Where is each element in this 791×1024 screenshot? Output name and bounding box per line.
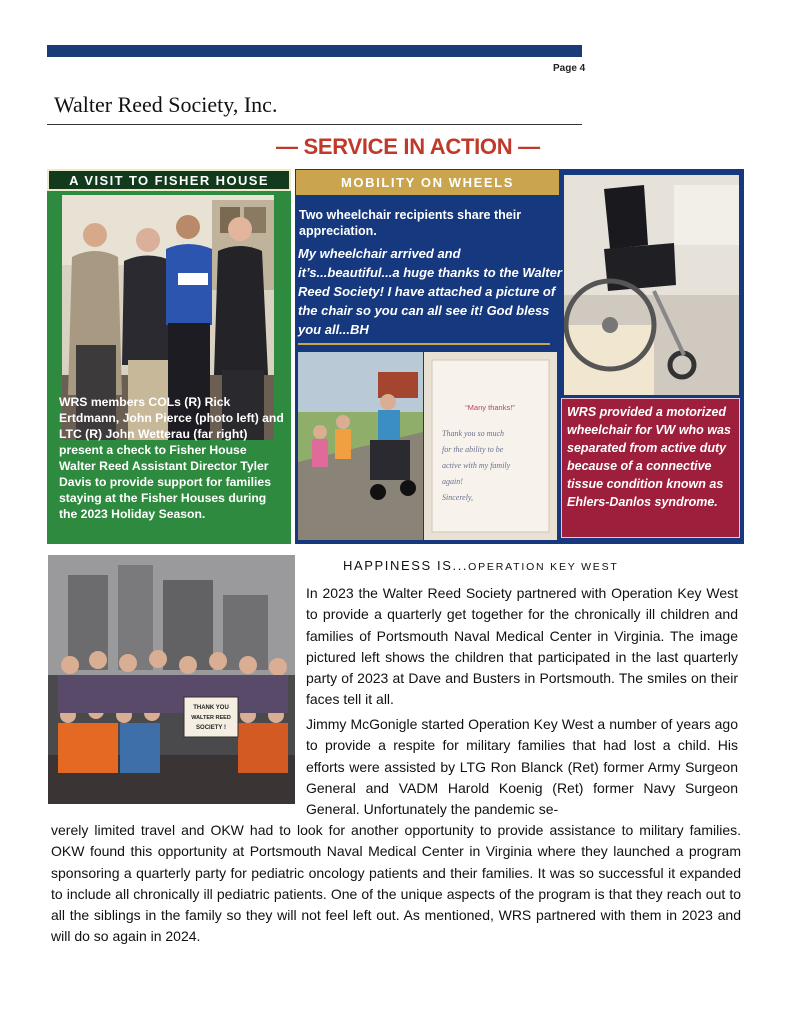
page-number: Page 4 (553, 63, 586, 74)
mobility-intro-text: Two wheelchair recipients share their appreciation. (299, 208, 522, 238)
note-line: again! (442, 477, 463, 486)
okw-group-photo (48, 555, 295, 804)
vw-caption: WRS provided a motorized wheelchair for VW who was separated from active duty because of a connective tissue condition known as Ehlers-Danlos syndrome. (567, 405, 731, 509)
okw-paragraph-2-start-text: Jimmy McGonigle started Operation Key West a number of years ago to provide a respite for military families that had lost a child. His efforts were assisted by LTG Ron Blanck (Ret) former Army Surgeon General and VADM Harold Koenig (Ret) former Navy Surgeon General. Unfortunately the pandemic se- (306, 716, 738, 818)
note-heading: “Many thanks!” (465, 403, 515, 412)
note-line: Thank you so much (442, 429, 504, 438)
sign-line: SOCIETY ! (196, 725, 226, 731)
note-line: Sincerely, (442, 493, 474, 502)
header-divider (47, 124, 582, 125)
fisher-house-title: A VISIT TO FISHER HOUSE (47, 169, 291, 191)
okw-heading (343, 558, 619, 573)
okw-heading-smallcaps: OPERATION KEY WEST (468, 561, 619, 573)
fisher-house-caption: WRS members COLs (R) Rick Ertdmann, John Pierce (photo left) and LTC (R) John Wetterau (far right) present a check to Fisher House Walter Reed Assistant Director Tyler Davis to provide support for families staying at the Fisher Houses during the 2023 Holiday Season. (59, 395, 284, 521)
mobility-quote: My wheelchair arrived and it’s...beautiful...a huge thanks to the Walter Reed Society! I have attached a picture of the chair so you can all see it! God bless you all...BH (298, 246, 562, 337)
section-title: — SERVICE IN ACTION — (276, 134, 540, 159)
okw-paragraph-2-start (306, 714, 738, 820)
wheelchair-photo (564, 175, 739, 395)
top-rule-bar (47, 45, 582, 57)
okw-paragraph-1-text: In 2023 the Walter Reed Society partnered with Operation Key West to provide a quarterly get together for the chronically ill children and families of Portsmouth Naval Medical Center in Virginia. The image pictured left shows the children that participated in the last quarterly party of 2023 at Dave and Busters in Portsmouth. The smiles on their faces tell it all. (306, 585, 738, 708)
note-line: active with my family (442, 461, 511, 470)
mobility-title: MOBILITY ON WHEELS (296, 170, 559, 195)
note-line: for the ability to be (442, 445, 504, 454)
scooter-photo (298, 352, 423, 540)
okw-paragraph-2-continued (51, 820, 741, 948)
okw-heading-main: HAPPINESS IS... (343, 558, 469, 573)
okw-paragraph-2-continued-text: verely limited travel and OKW had to look for another opportunity to provide assistance to military families. OKW found this opportunity at Portsmouth Naval Medical Center in Virginia where they launched a program sponsoring a quarterly party for pediatric oncology patients and their families. It was so successful it expanded to include all chronically ill pediatric patients. One of the unique aspects of the program is that they reach out to all the siblings in the family so they will not feel left out. As mentioned, WRS partnered with them in 2023 and will do so again in 2024. (51, 822, 741, 945)
mobility-divider (298, 343, 550, 345)
thank-you-note-photo (424, 352, 557, 540)
sign-line: THANK YOU (193, 705, 229, 711)
organization-name: Walter Reed Society, Inc. (54, 92, 278, 117)
sign-line: WALTER REED (191, 715, 231, 721)
okw-paragraph-1 (306, 583, 738, 711)
